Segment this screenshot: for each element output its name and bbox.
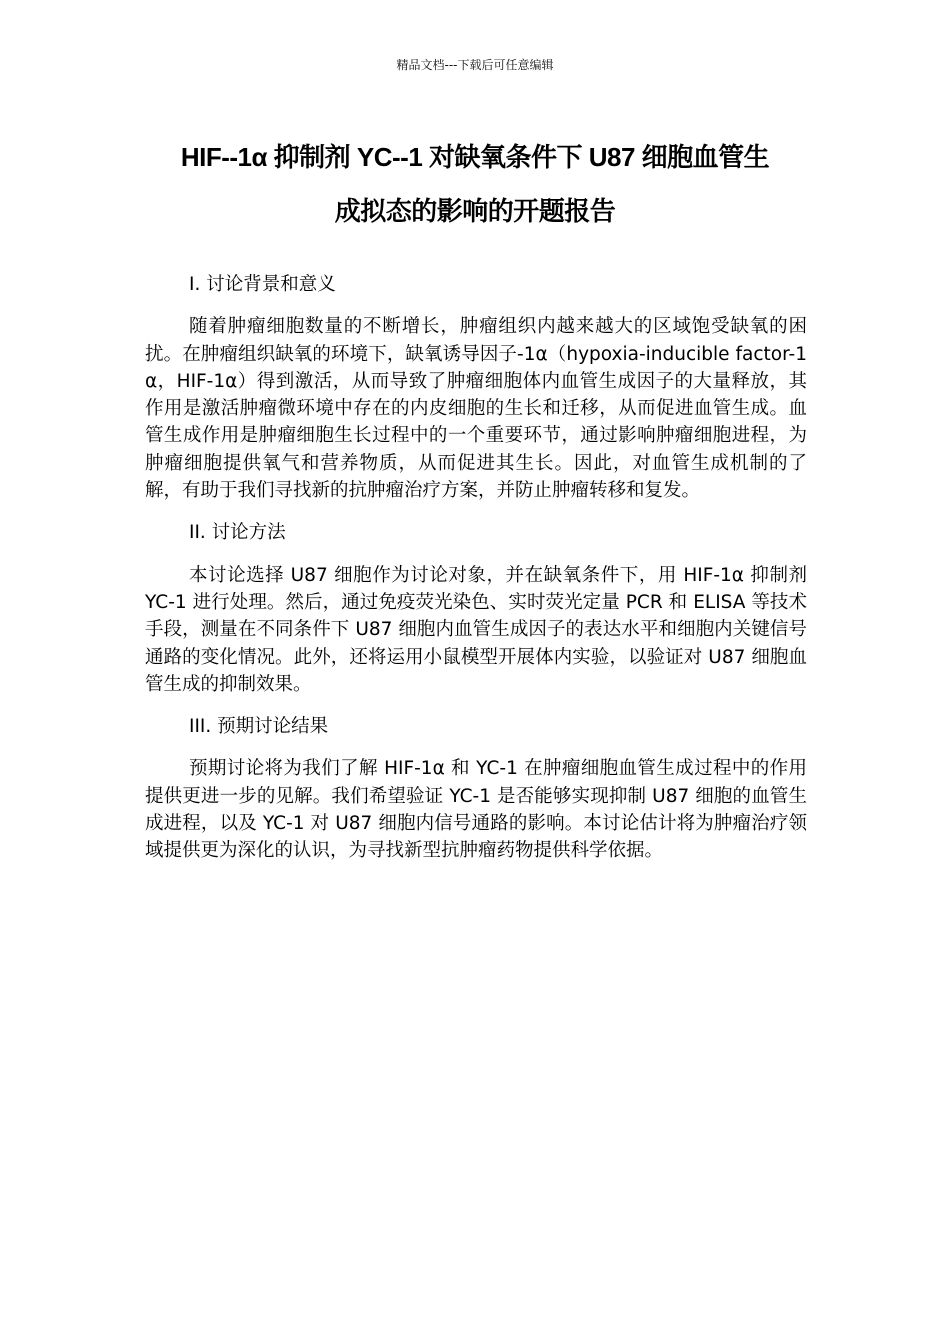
page-header: 精品文档---下载后可任意编辑 xyxy=(396,58,554,72)
title-line-1: HIF--1α 抑制剂 YC--1 对缺氧条件下 U87 细胞血管生 xyxy=(180,142,770,172)
section-background xyxy=(145,271,807,504)
section-paragraph: 预期讨论将为我们了解 HIF-1α 和 YC-1 在肿瘤细胞血管生成过程中的作用提供更进一步的见解。我们希望验证 YC-1 是否能够实现抑制 U87 细胞的血管生成进程，以及 YC-1 对 U87 细胞内信号通路的影响。本讨论估计将为肿瘤治疗领域提供更为深化的认识，为寻找新型抗肿瘤药物提供科学依据。 xyxy=(145,758,807,862)
document-title xyxy=(120,130,830,238)
title-line-2: 成拟态的影响的开题报告 xyxy=(334,196,616,226)
section-paragraph: 随着肿瘤细胞数量的不断增长，肿瘤组织内越来越大的区域饱受缺氧的困扰。在肿瘤组织缺氧的环境下，缺氧诱导因子-1α（hypoxia-inducible factor-1α，HIF-1α）得到激活，从而导致了肿瘤细胞体内血管生成因子的大量释放，其作用是激活肿瘤微环境中存在的内皮细胞的生长和迁移，从而促进血管生成。血管生成作用是肿瘤细胞生长过程中的一个重要环节，通过影响肿瘤细胞进程，为肿瘤细胞提供氧气和营养物质，从而促进其生长。因此，对血管生成机制的了解，有助于我们寻找新的抗肿瘤治疗方案，并防止肿瘤转移和复发。 xyxy=(145,316,807,502)
section-heading: I. 讨论背景和意义 xyxy=(189,274,336,295)
section-expected-results xyxy=(145,713,807,864)
section-paragraph: 本讨论选择 U87 细胞作为讨论对象，并在缺氧条件下，用 HIF-1α 抑制剂 YC-1 进行处理。然后，通过免疫荧光染色、实时荧光定量 PCR 和 ELISA 等技术手段，测量在不同条件下 U87 细胞内血管生成因子的表达水平和细胞内关键信号通路的变化情况。此外，还将运用小鼠模型开展体内实验，以验证对 U87 细胞血管生成的抑制效果。 xyxy=(145,564,807,695)
section-methods xyxy=(145,519,807,698)
document-body xyxy=(145,271,807,880)
section-heading: II. 讨论方法 xyxy=(189,522,286,544)
section-heading: III. 预期讨论结果 xyxy=(189,716,329,738)
